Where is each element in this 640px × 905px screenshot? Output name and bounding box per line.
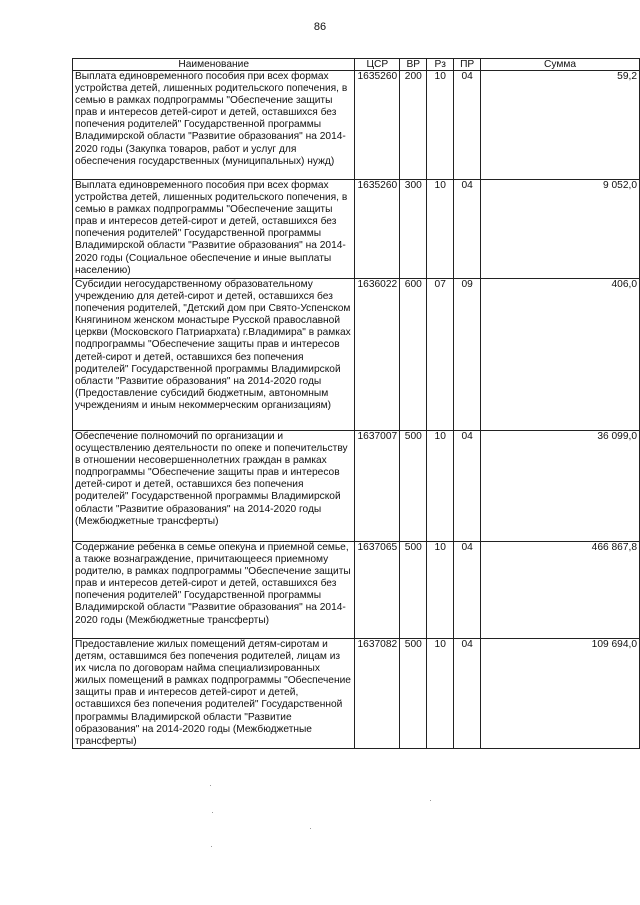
header-vr: ВР [400, 59, 427, 71]
scan-dot [211, 846, 212, 847]
row-vr: 500 [400, 542, 427, 639]
row-vr: 200 [400, 71, 427, 180]
row-name: Выплата единовременного пособия при всех формах устройства детей, лишенных родительского попечения, в семью в рамках подпрограммы "Обеспечение защиты прав и интересов детей-сирот и детей, оставшихся без попечения родителей" Государственной программы Владимирской области "Развитие образования" на 2014-2020 годы (Закупка товаров, работ и услуг для обеспечения государственных (муниципальных) нужд) [73, 71, 355, 180]
table-row [73, 542, 640, 639]
row-pr: 04 [454, 71, 481, 180]
row-rz: 10 [427, 71, 454, 180]
budget-table [72, 58, 640, 749]
row-vr: 500 [400, 431, 427, 542]
header-pr: ПР [454, 59, 481, 71]
row-pr: 04 [454, 639, 481, 749]
row-name: Обеспечение полномочий по организации и осуществлению деятельности по опеке и попечительству в отношении несовершеннолетних граждан в рамках подпрограммы "Обеспечение защиты прав и интересов детей-сирот и детей, оставшихся без попечения родителей" Государственной программы Владимирской области "Развитие образования" на 2014-2020 годы (Межбюджетные трансферты) [73, 431, 355, 542]
row-name: Предоставление жилых помещений детям-сиротам и детям, оставшимся без попечения родителей, лицам из их числа по договорам найма специализированных жилых помещений в рамках подпрограммы "Обеспечение защиты прав и интересов детей-сирот и детей, оставшихся без попечения родителей" Государственной программы Владимирской области "Развитие образования" на 2014-2020 годы (Межбюджетные трансферты) [73, 639, 355, 749]
table-row [73, 639, 640, 749]
header-csr: ЦСР [355, 59, 400, 71]
row-csr: 1635260 [355, 180, 400, 279]
row-rz: 10 [427, 542, 454, 639]
row-name: Субсидии негосударственному образовательному учреждению для детей-сирот и детей, оставшихся без попечения родителей, "Детский дом при Свято-Успенском Княгинином женском монастыре Русской православной церкви (Московского Патриархата) г.Владимира" в рамках подпрограммы "Обеспечение защиты прав и интересов детей-сирот и детей, оставшихся без попечения родителей" Государственной программы Владимирской области "Развитие образования" на 2014-2020 годы (Предоставление субсидий бюджетным, автономным учреждениям и иным некоммерческим организациям) [73, 279, 355, 431]
row-name: Выплата единовременного пособия при всех формах устройства детей, лишенных родительского попечения, в семью в рамках подпрограммы "Обеспечение защиты прав и интересов детей-сирот и детей, оставшихся без попечения родителей" Государственной программы Владимирской области "Развитие образования" на 2014-2020 годы (Социальное обеспечение и иные выплаты населению) [73, 180, 355, 279]
row-csr: 1636022 [355, 279, 400, 431]
row-csr: 1637082 [355, 639, 400, 749]
scan-dot [212, 812, 213, 813]
row-name: Содержание ребенка в семье опекуна и приемной семье, а также вознаграждение, причитающееся приемному родителю, в рамках подпрограммы "Обеспечение защиты прав и интересов детей-сирот и детей, оставшихся без попечения родителей" Государственной программы Владимирской области "Развитие образования" на 2014-2020 годы (Межбюджетные трансферты) [73, 542, 355, 639]
row-pr: 04 [454, 180, 481, 279]
table-row [73, 180, 640, 279]
row-sum: 36 099,0 [481, 431, 640, 542]
row-sum: 59,2 [481, 71, 640, 180]
header-rz: Рз [427, 59, 454, 71]
row-csr: 1637065 [355, 542, 400, 639]
row-vr: 500 [400, 639, 427, 749]
header-sum: Сумма [481, 59, 640, 71]
row-vr: 300 [400, 180, 427, 279]
row-sum: 466 867,8 [481, 542, 640, 639]
row-rz: 10 [427, 639, 454, 749]
scan-dot [430, 800, 431, 801]
table-row [73, 279, 640, 431]
row-rz: 10 [427, 180, 454, 279]
row-sum: 9 052,0 [481, 180, 640, 279]
header-name: Наименование [73, 59, 355, 71]
row-sum: 109 694,0 [481, 639, 640, 749]
scan-dot [210, 785, 211, 786]
row-rz: 10 [427, 431, 454, 542]
row-csr: 1635260 [355, 71, 400, 180]
scan-dot [310, 828, 311, 829]
row-pr: 04 [454, 542, 481, 639]
row-pr: 09 [454, 279, 481, 431]
table-row [73, 431, 640, 542]
row-pr: 04 [454, 431, 481, 542]
row-sum: 406,0 [481, 279, 640, 431]
row-csr: 1637007 [355, 431, 400, 542]
table-header-row [73, 59, 640, 71]
page-number: 86 [313, 21, 327, 33]
row-rz: 07 [427, 279, 454, 431]
row-vr: 600 [400, 279, 427, 431]
table-row [73, 71, 640, 180]
